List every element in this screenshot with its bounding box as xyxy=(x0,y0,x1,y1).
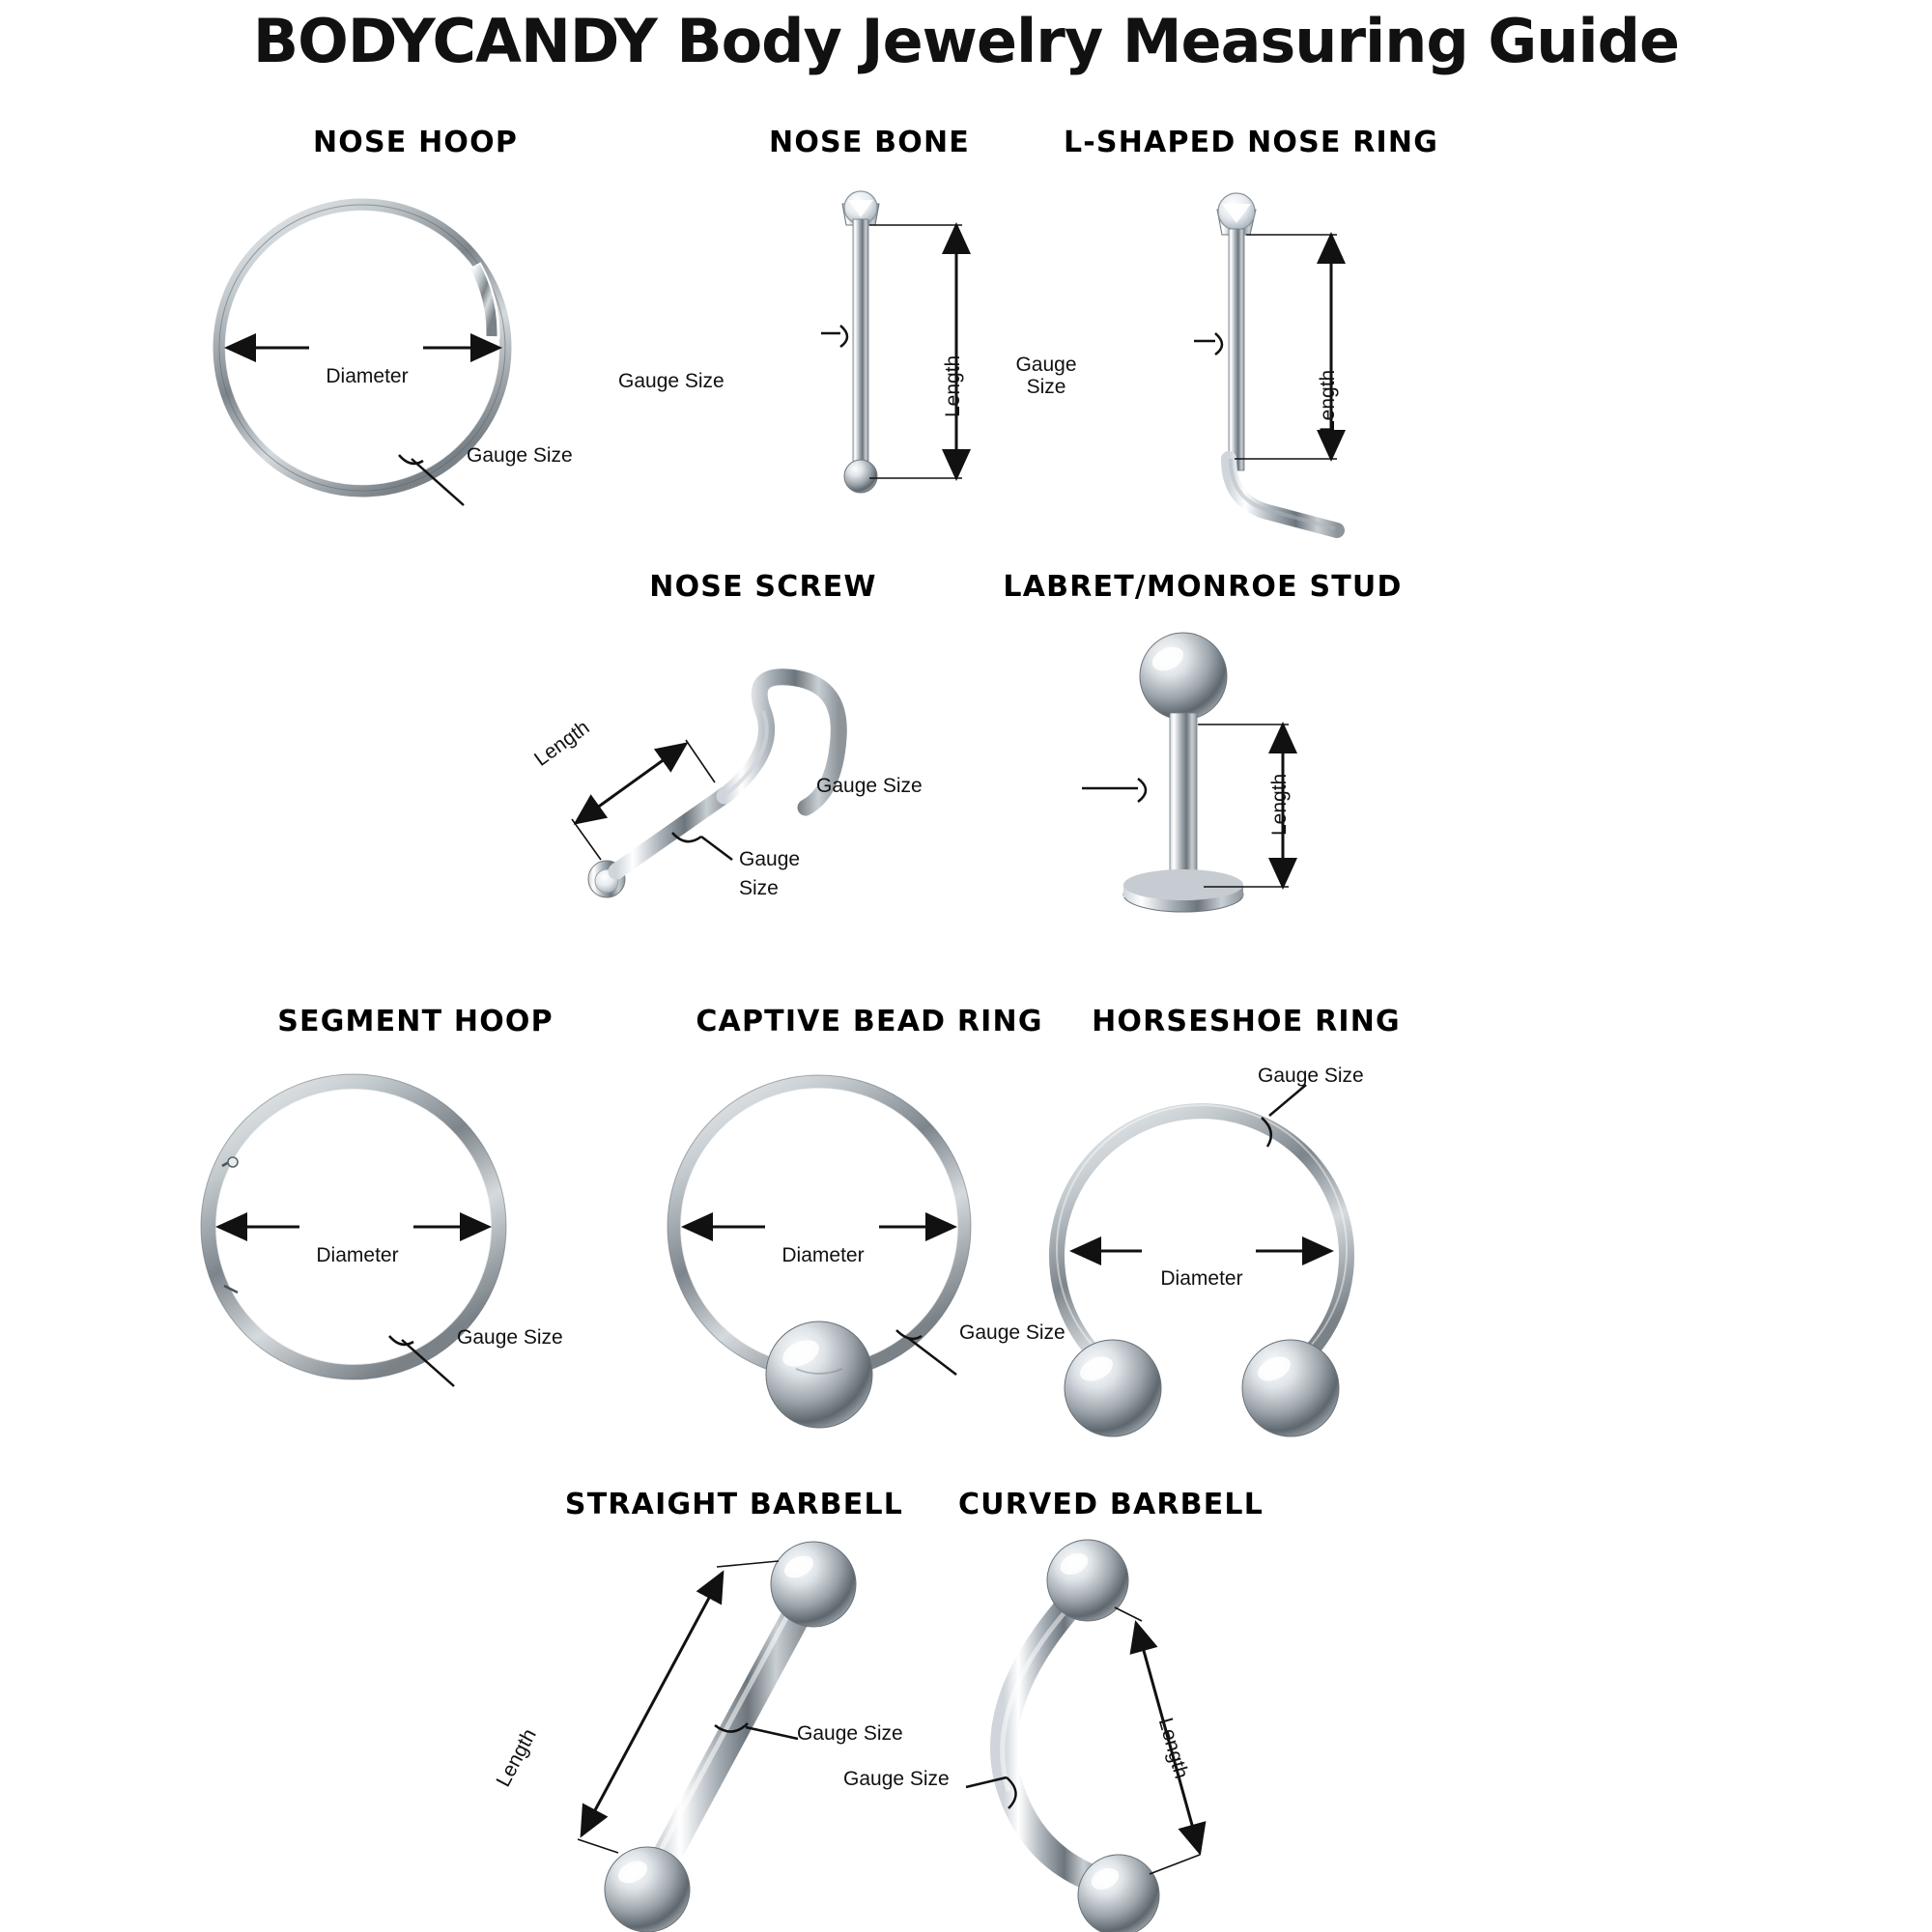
title-l-shaped-nose-ring: L-SHAPED NOSE RING xyxy=(1063,126,1439,159)
curved-barbell-graphic xyxy=(860,1534,1343,1930)
horseshoe-ring-graphic xyxy=(995,1048,1497,1454)
diagram-nose-screw xyxy=(530,570,985,956)
label-labret-length: Length xyxy=(1268,773,1291,837)
title-nose-bone: NOSE BONE xyxy=(769,126,970,159)
label-horseshoe-gauge: Gauge Size xyxy=(1258,1065,1364,1087)
title-horseshoe-ring: HORSESHOE RING xyxy=(1092,1005,1401,1038)
label-l-nose-length: Length xyxy=(1317,369,1339,433)
segment-hoop-graphic xyxy=(164,1048,667,1435)
title-curved-barbell: CURVED BARBELL xyxy=(957,1488,1264,1521)
label-nose-screw-size: Size xyxy=(739,877,779,899)
label-horseshoe-diameter: Diameter xyxy=(1160,1267,1243,1290)
label-nose-bone-length: Length xyxy=(942,355,964,418)
title-labret-monroe-stud: LABRET/MONROE STUD xyxy=(1003,570,1403,604)
label-labret-gauge: Gauge Size xyxy=(816,775,923,797)
nose-hoop-graphic xyxy=(174,169,657,536)
label-curved-barbell-gauge: Gauge Size xyxy=(843,1768,950,1790)
title-segment-hoop: SEGMENT HOOP xyxy=(277,1005,554,1038)
title-nose-hoop: NOSE HOOP xyxy=(312,126,519,159)
title-nose-screw: NOSE SCREW xyxy=(649,570,877,604)
title-captive-bead-ring: CAPTIVE BEAD RING xyxy=(696,1005,1043,1038)
label-straight-barbell-length: Length xyxy=(492,1725,541,1791)
labret-monroe-stud-graphic xyxy=(976,616,1430,1003)
label-captive-bead-ring-diameter: Diameter xyxy=(781,1244,865,1266)
label-nose-hoop-gauge: Gauge Size xyxy=(467,444,573,467)
title-straight-barbell: STRAIGHT BARBELL xyxy=(564,1488,904,1521)
label-l-nose-gauge: Gauge Size xyxy=(1015,354,1077,399)
label-nose-screw-gauge: Gauge xyxy=(739,848,801,870)
diagram-segment-hoop xyxy=(164,1005,667,1430)
page-title: BODYCANDY Body Jewelry Measuring Guide xyxy=(252,6,1680,76)
label-nose-bone-gauge: Gauge Size xyxy=(618,370,724,392)
label-captive-bead-ring-gauge: Gauge Size xyxy=(959,1321,1065,1344)
diagram-nose-hoop xyxy=(174,126,657,531)
label-curved-barbell-length: Length xyxy=(1153,1715,1193,1781)
diagram-l-shaped-nose-ring xyxy=(1015,126,1478,551)
label-segment-hoop-gauge: Gauge Size xyxy=(457,1326,563,1349)
label-nose-screw-length: Length xyxy=(530,716,594,771)
diagram-horseshoe-ring xyxy=(1043,1005,1546,1449)
nose-bone-graphic xyxy=(676,169,1063,536)
label-segment-hoop-diameter: Diameter xyxy=(316,1244,399,1266)
diagram-curved-barbell xyxy=(843,1488,1459,1922)
diagram-labret-monroe-stud xyxy=(816,570,1430,976)
diagram-nose-bone xyxy=(618,126,1063,531)
label-nose-hoop-diameter: Diameter xyxy=(326,365,409,387)
label-straight-barbell-gauge: Gauge Size xyxy=(797,1722,903,1745)
